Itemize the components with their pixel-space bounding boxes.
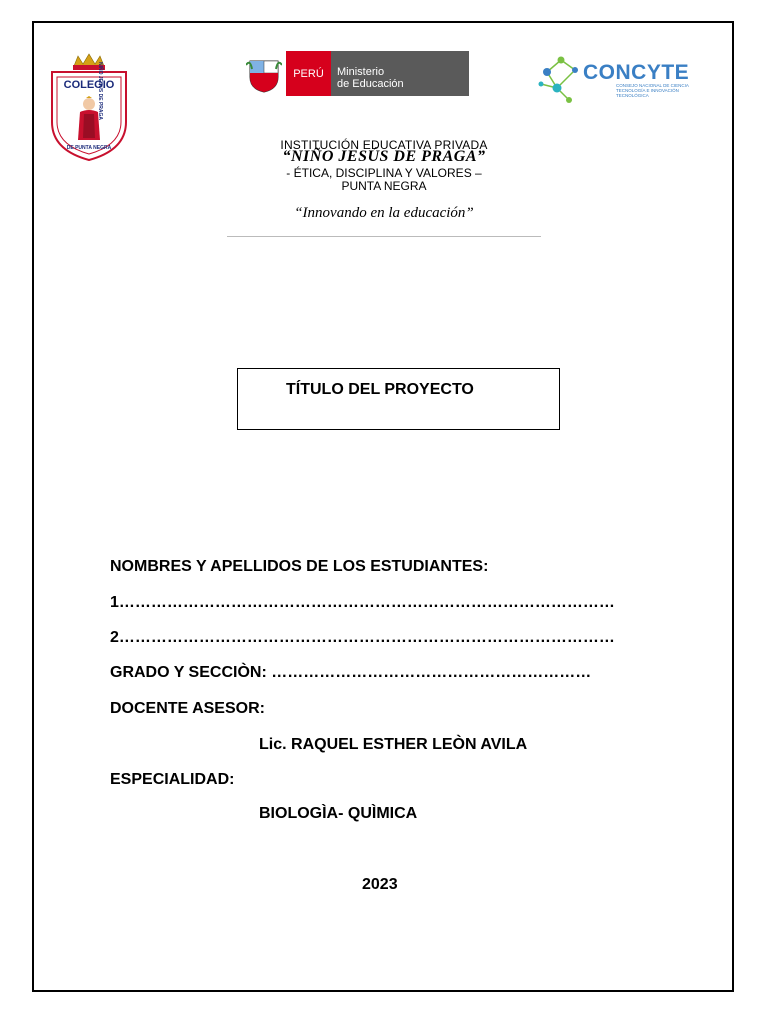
students-label: NOMBRES Y APELLIDOS DE LOS ESTUDIANTES: bbox=[110, 558, 489, 575]
year: 2023 bbox=[362, 876, 398, 893]
minedu-ministry-line1: Ministerio bbox=[337, 66, 385, 78]
project-title: TÍTULO DEL PROYECTO bbox=[286, 381, 474, 398]
crest-ring-text: NIÑO JESÚS DE PRAGA bbox=[97, 61, 103, 121]
grade-section-line: GRADO Y SECCIÒN: …………………………………………………… bbox=[110, 664, 592, 681]
institution-motto: “Innovando en la educación” bbox=[294, 205, 474, 221]
header-divider bbox=[227, 236, 541, 237]
concyte-name: CONCYTE bbox=[583, 61, 690, 84]
institution-location: PUNTA NEGRA bbox=[341, 179, 427, 193]
advisor-label: DOCENTE ASESOR: bbox=[110, 700, 265, 717]
institution-values: - ÉTICA, DISCIPLINA Y VALORES – bbox=[286, 166, 482, 180]
institution-type: INSTITUCIÓN EDUCATIVA PRIVADA bbox=[280, 138, 488, 152]
crest-bottom-text: DE PUNTA NEGRA bbox=[66, 145, 112, 151]
minedu-logo bbox=[241, 51, 469, 96]
student-2-line: 2………………………………………………………………………………… bbox=[110, 629, 615, 646]
minedu-ministry-line2: de Educación bbox=[337, 78, 404, 90]
concyte-subtitle: CONSEJO NACIONAL DE CIENCIA TECNOLOGÍA E INNOVACIÓN TECNOLÓGICA bbox=[616, 83, 689, 98]
crest-top-text: COLEGIO bbox=[63, 79, 115, 91]
minedu-country-label: PERÚ bbox=[286, 51, 331, 96]
student-1-line: 1………………………………………………………………………………… bbox=[110, 594, 615, 611]
institution-name: “NIÑO JESÚS DE PRAGA” bbox=[282, 148, 486, 165]
project-title-box bbox=[237, 368, 560, 430]
advisor-name: Lic. RAQUEL ESTHER LEÒN AVILA bbox=[259, 736, 528, 753]
specialty-value: BIOLOGÌA- QUÌMICA bbox=[259, 805, 418, 822]
specialty-label: ESPECIALIDAD: bbox=[110, 771, 235, 788]
peru-coat-of-arms-icon bbox=[241, 51, 286, 96]
